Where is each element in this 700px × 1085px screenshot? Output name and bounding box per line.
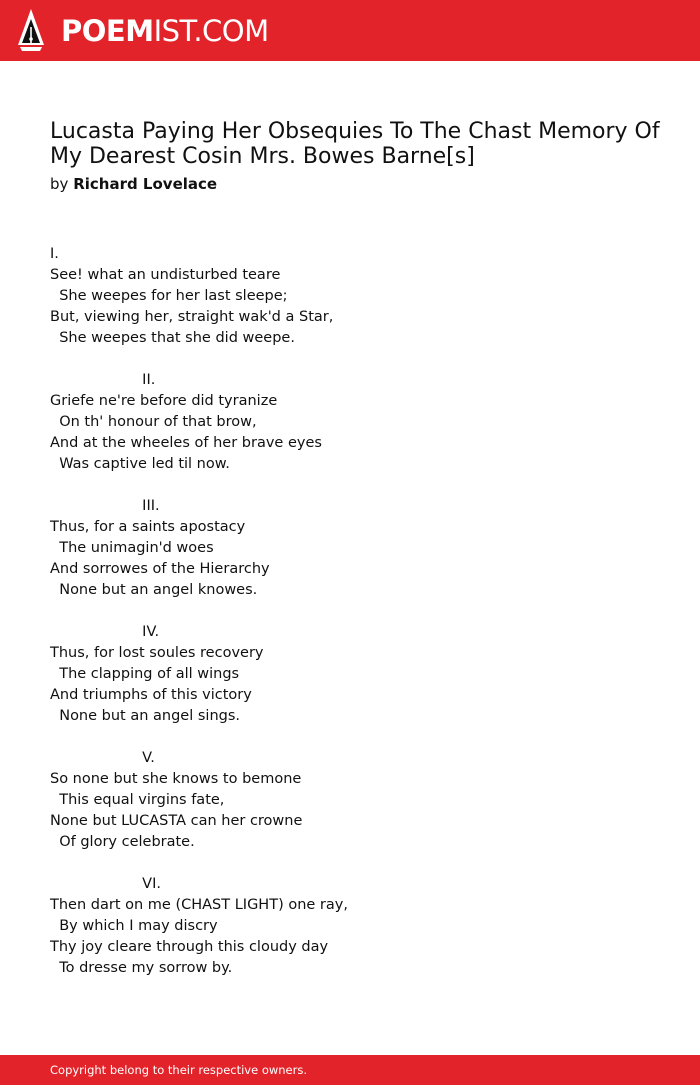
poem-line: She weepes that she did weepe. (50, 330, 295, 346)
copyright-text: Copyright belong to their respective owners. (50, 1063, 308, 1077)
poem-line: This equal virgins fate, (50, 792, 225, 808)
site-logo[interactable] (61, 13, 269, 49)
poem-line: Of glory celebrate. (50, 834, 195, 850)
poem-line: The unimagin'd woes (50, 540, 214, 556)
poem-line: See! what an undisturbed teare (50, 267, 281, 283)
poem-line: And triumphs of this victory (50, 687, 252, 703)
poem-line: On th' honour of that brow, (50, 414, 257, 430)
site-header (0, 0, 700, 61)
poem-line: II. (50, 372, 156, 388)
poem-line: And sorrowes of the Hierarchy (50, 561, 270, 577)
poem-line: V. (50, 750, 155, 766)
poem-line: But, viewing her, straight wak'd a Star, (50, 309, 334, 325)
site-footer (0, 1055, 700, 1085)
poem-body (50, 244, 650, 979)
poem-line: Griefe ne're before did tyranize (50, 393, 278, 409)
pen-nib-icon (18, 9, 44, 51)
stanza-gap (50, 853, 650, 874)
poem-line: IV. (50, 624, 160, 640)
poem-line: And at the wheeles of her brave eyes (50, 435, 322, 451)
poem-line: Thus, for lost soules recovery (50, 645, 264, 661)
poem-line: III. (50, 498, 160, 514)
poem-line: None but an angel knowes. (50, 582, 258, 598)
logo-rest-text: IST.COM (153, 14, 269, 48)
stanza-gap (50, 601, 650, 622)
poem-line: I. (50, 246, 59, 262)
poem-line: Thy joy cleare through this cloudy day (50, 939, 329, 955)
poem-line: She weepes for her last sleepe; (50, 288, 288, 304)
poem-line: So none but she knows to bemone (50, 771, 302, 787)
poem-line: Thus, for a saints apostacy (50, 519, 246, 535)
poem-line: None but an angel sings. (50, 708, 241, 724)
poem-line: Then dart on me (CHAST LIGHT) one ray, (50, 897, 348, 913)
byline (50, 174, 217, 194)
stanza-gap (50, 727, 650, 748)
poem-line: By which I may discry (50, 918, 218, 934)
poem-line: VI. (50, 876, 161, 892)
poem-line: None but LUCASTA can her crowne (50, 813, 303, 829)
poem-title: Lucasta Paying Her Obsequies To The Chast Memory Of My Dearest Cosin Mrs. Bowes Barne[s] (50, 119, 660, 169)
stanza-gap (50, 475, 650, 496)
poem-line: Was captive led til now. (50, 456, 230, 472)
poem-line: To dresse my sorrow by. (50, 960, 233, 976)
poem-line: The clapping of all wings (50, 666, 240, 682)
stanza-gap (50, 349, 650, 370)
author-name: Richard Lovelace (73, 175, 218, 193)
logo-bold-text: POEM (61, 14, 154, 48)
by-label: by (50, 175, 69, 193)
